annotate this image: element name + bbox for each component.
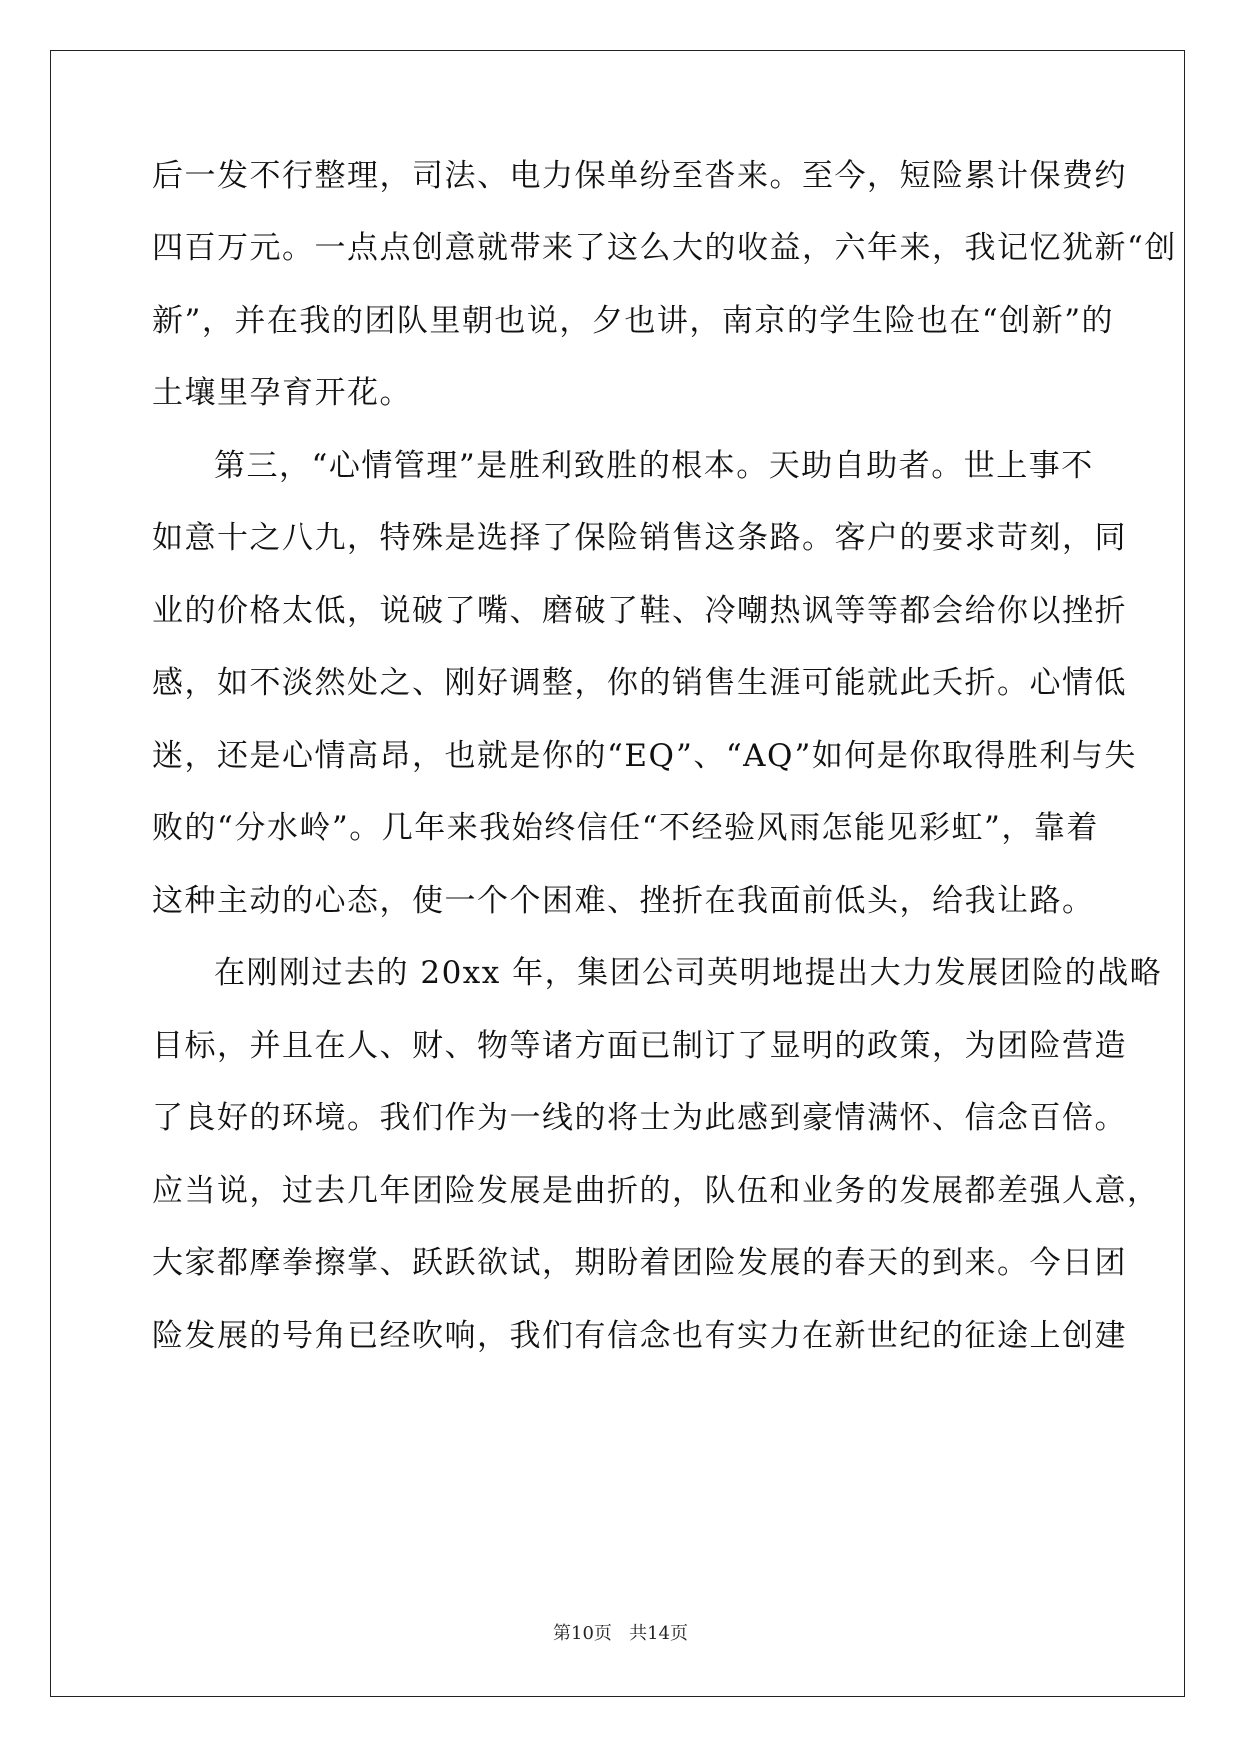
page-footer xyxy=(0,1623,1241,1645)
text-line: 险发展的号角已经吹响，我们有信念也有实力在新世纪的征途上创建 xyxy=(152,1318,1127,1354)
text-line: 四百万元。一点点创意就带来了这么大的收益，六年来，我记忆犹新“创 xyxy=(152,230,1177,266)
paragraph-start-line: 第三，“心情管理”是胜利致胜的根本。天助自助者。世上事不 xyxy=(214,448,1094,484)
text-line: 业的价格太低，说破了嘴、磨破了鞋、冷嘲热讽等等都会给你以挫折 xyxy=(152,593,1127,629)
text-line: 了良好的环境。我们作为一线的将士为此感到豪情满怀、信念百倍。 xyxy=(152,1100,1127,1136)
text-line: 迷，还是心情高昂，也就是你的“EQ”、“AQ”如何是你取得胜利与失 xyxy=(152,738,1137,774)
page-number: 第10页 xyxy=(553,1623,612,1644)
paragraph-start-line: 在刚刚过去的 20xx 年，集团公司英明地提出大力发展团险的战略 xyxy=(214,955,1163,991)
text-line: 土壤里孕育开花。 xyxy=(152,375,412,411)
text-line: 应当说，过去几年团险发展是曲折的，队伍和业务的发展都差强人意， xyxy=(152,1173,1160,1209)
text-line: 新”，并在我的团队里朝也说，夕也讲，南京的学生险也在“创新”的 xyxy=(152,303,1115,339)
text-line: 感，如不淡然处之、刚好调整，你的销售生涯可能就此夭折。心情低 xyxy=(152,665,1127,701)
text-line: 后一发不行整理，司法、电力保单纷至沓来。至今，短险累计保费约 xyxy=(152,158,1127,194)
text-line: 目标，并且在人、财、物等诸方面已制订了显明的政策，为团险营造 xyxy=(152,1028,1127,1064)
text-line: 如意十之八九，特殊是选择了保险销售这条路。客户的要求苛刻，同 xyxy=(152,520,1127,556)
text-line: 大家都摩拳擦掌、跃跃欲试，期盼着团险发展的春天的到来。今日团 xyxy=(152,1245,1127,1281)
page-total: 共14页 xyxy=(629,1623,688,1644)
page-border xyxy=(50,50,1185,1697)
text-line: 败的“分水岭”。几年来我始终信任“不经验风雨怎能见彩虹”，靠着 xyxy=(152,810,1099,846)
text-line: 这种主动的心态，使一个个困难、挫折在我面前低头，给我让路。 xyxy=(152,883,1095,919)
